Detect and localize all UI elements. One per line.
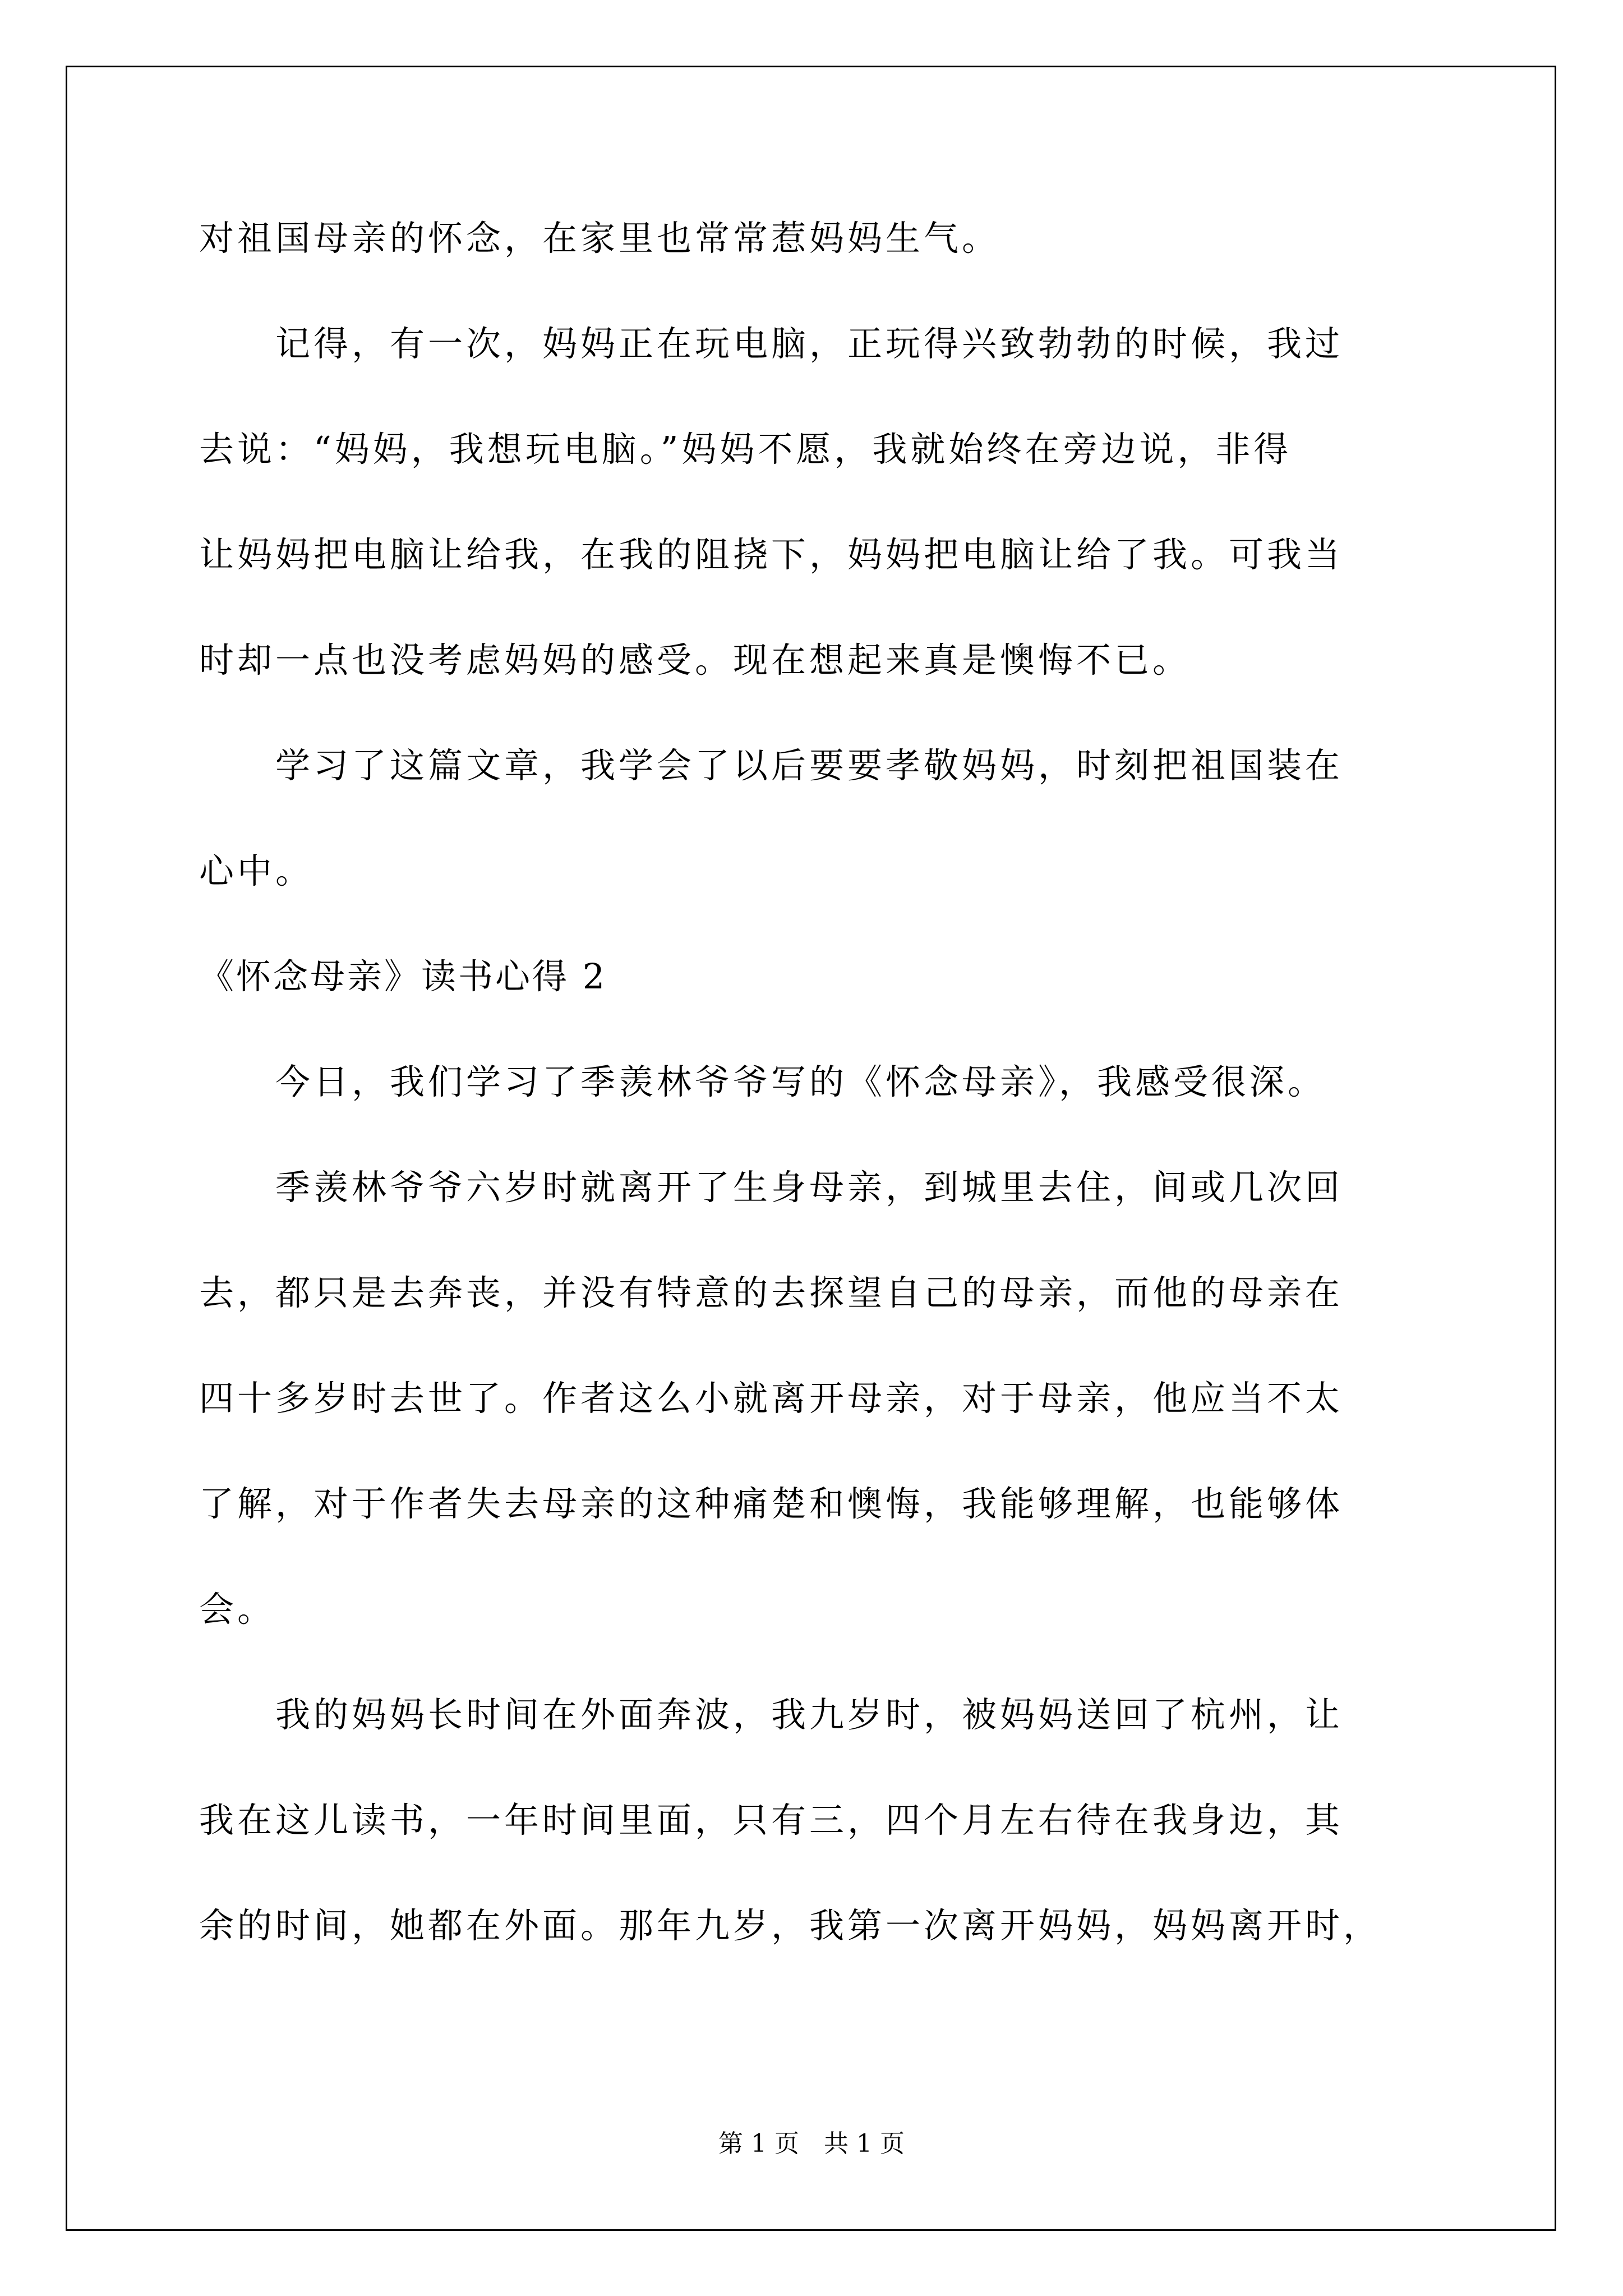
text-line: 心中。 — [199, 850, 314, 891]
text-line: 去说：“妈妈，我想玩电脑。”妈妈不愿，我就始终在旁边说，非得 — [199, 429, 1292, 470]
text-line: 我在这儿读书，一年时间里面，只有三，四个月左右待在我身边，其 — [199, 1800, 1344, 1841]
text-line: 今日，我们学习了季羡林爷爷写的《怀念母亲》，我感受很深。 — [199, 1061, 1326, 1102]
text-line: 余的时间，她都在外面。那年九岁，我第一次离开妈妈，妈妈离开时， — [199, 1905, 1382, 1946]
text-line: 让妈妈把电脑让给我，在我的阻挠下，妈妈把电脑让给了我。可我当 — [199, 534, 1344, 575]
text-line: 四十多岁时去世了。作者这么小就离开母亲，对于母亲，他应当不太 — [199, 1378, 1344, 1419]
text-line: 学习了这篇文章，我学会了以后要要孝敬妈妈，时刻把祖国装在 — [199, 745, 1344, 786]
text-line: 了解，对于作者失去母亲的这种痛楚和懊悔，我能够理解，也能够体 — [199, 1483, 1344, 1524]
text-line: 时却一点也没考虑妈妈的感受。现在想起来真是懊悔不已。 — [199, 639, 1191, 680]
text-line: 记得，有一次，妈妈正在玩电脑，正玩得兴致勃勃的时候，我过 — [199, 323, 1344, 364]
text-line: 我的妈妈长时间在外面奔波，我九岁时，被妈妈送回了杭州，让 — [199, 1694, 1344, 1735]
text-line: 对祖国母亲的怀念，在家里也常常惹妈妈生气。 — [199, 218, 1000, 259]
text-line: 会。 — [199, 1589, 276, 1630]
page-footer: 第 1 页 共 1 页 — [718, 2129, 905, 2158]
text-line: 去，都只是去奔丧，并没有特意的去探望自己的母亲，而他的母亲在 — [199, 1272, 1344, 1313]
text-line: 季羡林爷爷六岁时就离开了生身母亲，到城里去住，间或几次回 — [199, 1167, 1344, 1208]
section-heading: 《怀念母亲》读书心得 2 — [199, 956, 607, 997]
